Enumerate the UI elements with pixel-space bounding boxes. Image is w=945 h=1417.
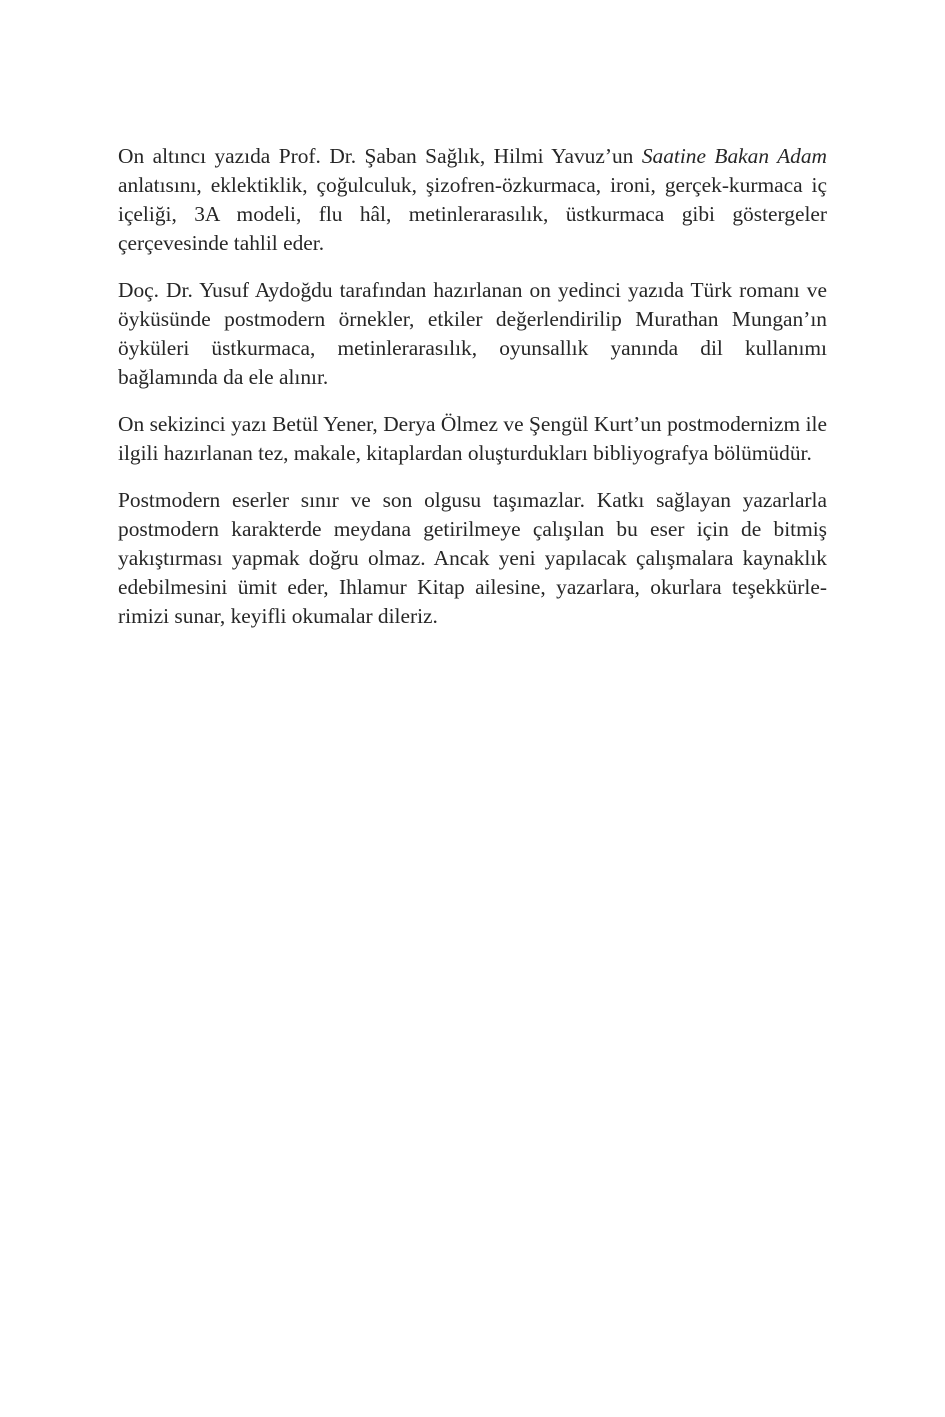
paragraph-1	[118, 142, 827, 258]
paragraph-1-text-start: On altıncı yazıda Prof. Dr. Şaban Sağlık, Hilmi Yavuz’un	[118, 144, 642, 168]
paragraph-2: Doç. Dr. Yusuf Aydoğdu tarafından hazırlanan on yedinci yazıda Türk romanı ve öyküsünde postmodern örnekler, etkiler değerlendirilip Murathan Mungan’ın öyküleri üstkurmaca, metinlerarasılık, oyunsallık yanında dil kullanımı bağlamında da ele alınır.	[118, 278, 827, 389]
book-title-italic: Saatine Bakan Adam	[641, 144, 827, 168]
paragraph-3: On sekizinci yazı Betül Yener, Derya Ölmez ve Şengül Kurt’un postmodernizm ile ilgili hazırlanan tez, makale, kitaplardan oluşturdukları bibliyografya bölümüdür.	[118, 412, 827, 465]
paragraph-1-text-end: anlatısını, eklektiklik, çoğulculuk, şizofren-özkurmaca, ironi, gerçek-kurmaca iç içeliği, 3A modeli, flu hâl, metinlerarasılık, üstkurmaca gibi göstergeler çerçevesinde tahlil eder.	[118, 173, 827, 255]
paragraph-4: Postmodern eserler sınır ve son olgusu taşımazlar. Katkı sağlayan yazarlarla postmodern karakterde meydana getirilmeye çalışılan bu eser için de bitmiş yakıştırması yapmak doğru olmaz. Ancak yeni yapılacak çalışmalara kaynaklık edebilmesini ümit eder, Ihlamur Kitap ailesine, yazarlara, okurlara teşekkürlerimizi sunar, keyifli okumalar dileriz.	[118, 488, 827, 628]
body-text	[118, 142, 827, 631]
